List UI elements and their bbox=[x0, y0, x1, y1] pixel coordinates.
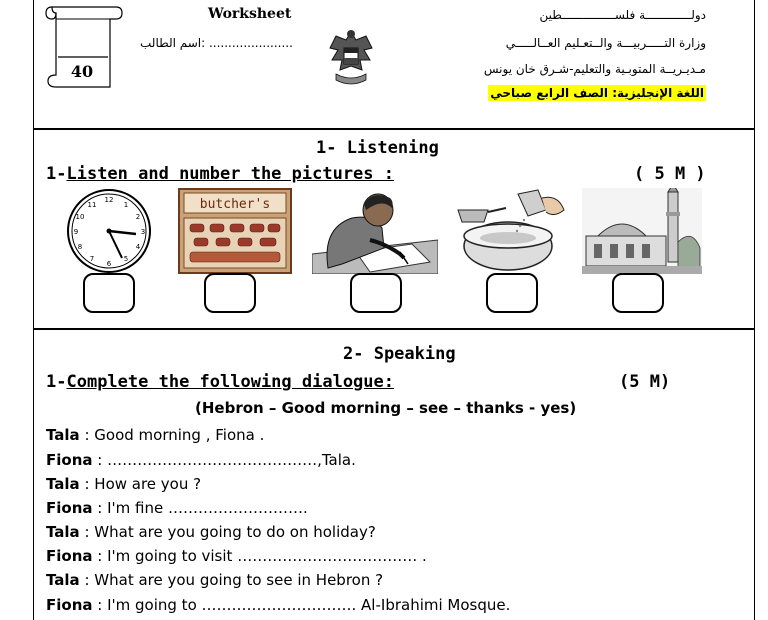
score-value: 40 bbox=[70, 62, 94, 81]
dialogue-line bbox=[46, 571, 383, 589]
page-border-right bbox=[754, 0, 755, 620]
section-divider bbox=[33, 328, 755, 330]
speaker-name: Fiona bbox=[46, 547, 93, 565]
arabic-directorate-line: مـديـريــة المتوبـية والتعليم-شـرق خان يونس bbox=[483, 62, 706, 76]
listening-section-title: 1- Listening bbox=[316, 138, 439, 158]
arabic-state-line: دولـــــــــــــة فلســـــــــــــــطين bbox=[539, 8, 706, 22]
svg-text:12: 12 bbox=[104, 196, 114, 204]
dialogue-text: I'm going to visit ……………………………… . bbox=[102, 547, 427, 565]
dialogue-line bbox=[46, 596, 510, 614]
palestine-emblem-icon bbox=[326, 26, 376, 92]
dialogue-text: ……………………………………,Tala. bbox=[102, 451, 356, 469]
dialogue-text: How are you ? bbox=[89, 475, 202, 493]
student-name-field: اسم الطالب: ...................... bbox=[140, 36, 293, 50]
svg-text:1: 1 bbox=[123, 201, 129, 209]
shop-sign-text: butcher's bbox=[199, 197, 271, 212]
speaker-separator: : bbox=[92, 547, 103, 565]
speaker-name: Tala bbox=[46, 571, 80, 589]
baking-picture-icon bbox=[454, 188, 566, 274]
speaker-separator: : bbox=[92, 451, 103, 469]
speaking-task-number: 1- bbox=[46, 372, 67, 392]
dialogue-line bbox=[46, 475, 201, 493]
speaker-name: Fiona bbox=[46, 499, 93, 517]
dialogue-text: I'm going to …………………………. Al-Ibrahimi Mosque. bbox=[102, 596, 511, 614]
speaker-name: Tala bbox=[46, 426, 80, 444]
svg-text:6: 6 bbox=[106, 260, 112, 268]
butchers-shop-picture-icon bbox=[178, 188, 292, 274]
answer-box-2[interactable] bbox=[204, 273, 256, 313]
listening-task-text: Listen and number the pictures : bbox=[66, 164, 394, 184]
listening-marks: ( 5 M ) bbox=[634, 164, 706, 184]
speaking-section-title: 2- Speaking bbox=[343, 344, 456, 364]
dialogue-text: I'm fine ………………………. bbox=[102, 499, 308, 517]
speaking-task bbox=[46, 372, 394, 392]
dialogue-line bbox=[46, 426, 264, 444]
answer-box-3[interactable] bbox=[350, 273, 402, 313]
speaker-separator: : bbox=[79, 571, 90, 589]
speaking-task-text: Complete the following dialogue: bbox=[66, 372, 394, 392]
svg-text:5: 5 bbox=[123, 255, 129, 263]
speaker-separator: : bbox=[79, 523, 90, 541]
svg-text:7: 7 bbox=[89, 255, 95, 263]
speaker-name: Fiona bbox=[46, 596, 93, 614]
svg-text:3: 3 bbox=[140, 228, 146, 236]
svg-text:4: 4 bbox=[135, 243, 141, 251]
answer-box-5[interactable] bbox=[612, 273, 664, 313]
mosque-picture-icon bbox=[582, 188, 702, 274]
worksheet-title: Worksheet bbox=[208, 6, 292, 22]
speaker-separator: : bbox=[92, 596, 103, 614]
dialogue-line bbox=[46, 451, 356, 469]
dialogue-text: What are you going to do on holiday? bbox=[89, 523, 376, 541]
svg-text:8: 8 bbox=[77, 243, 83, 251]
dialogue-text: Good morning , Fiona . bbox=[89, 426, 265, 444]
answer-box-4[interactable] bbox=[486, 273, 538, 313]
dialogue-text: What are you going to see in Hebron ? bbox=[89, 571, 384, 589]
speaker-separator: : bbox=[79, 475, 90, 493]
speaker-name: Tala bbox=[46, 475, 80, 493]
speaking-marks: (5 M) bbox=[619, 372, 671, 392]
header-divider bbox=[33, 128, 755, 130]
arabic-subject-grade-line: اللغة الإنجليزية: الصف الرابع صباحي bbox=[490, 86, 704, 100]
speaker-separator: : bbox=[79, 426, 90, 444]
dialogue-line bbox=[46, 523, 376, 541]
svg-text:2: 2 bbox=[135, 213, 141, 221]
writing-boy-picture-icon bbox=[312, 188, 438, 274]
answer-box-1[interactable] bbox=[83, 273, 135, 313]
svg-text:10: 10 bbox=[75, 213, 85, 221]
dialogue-line bbox=[46, 547, 427, 565]
speaker-name: Tala bbox=[46, 523, 80, 541]
clock-picture-icon bbox=[56, 188, 162, 274]
arabic-ministry-line: وزارة التـــــربيـــة والــتعـليم العــالـــــي bbox=[505, 36, 706, 50]
svg-text:11: 11 bbox=[87, 201, 97, 209]
speaker-name: Fiona bbox=[46, 451, 93, 469]
speaker-separator: : bbox=[92, 499, 103, 517]
dialogue-line bbox=[46, 499, 308, 517]
page-border-left bbox=[33, 0, 34, 620]
listening-task-number: 1- bbox=[46, 164, 67, 184]
svg-text:9: 9 bbox=[73, 228, 79, 236]
word-bank: (Hebron – Good morning – see – thanks - yes) bbox=[195, 399, 577, 417]
listening-task bbox=[46, 164, 394, 184]
